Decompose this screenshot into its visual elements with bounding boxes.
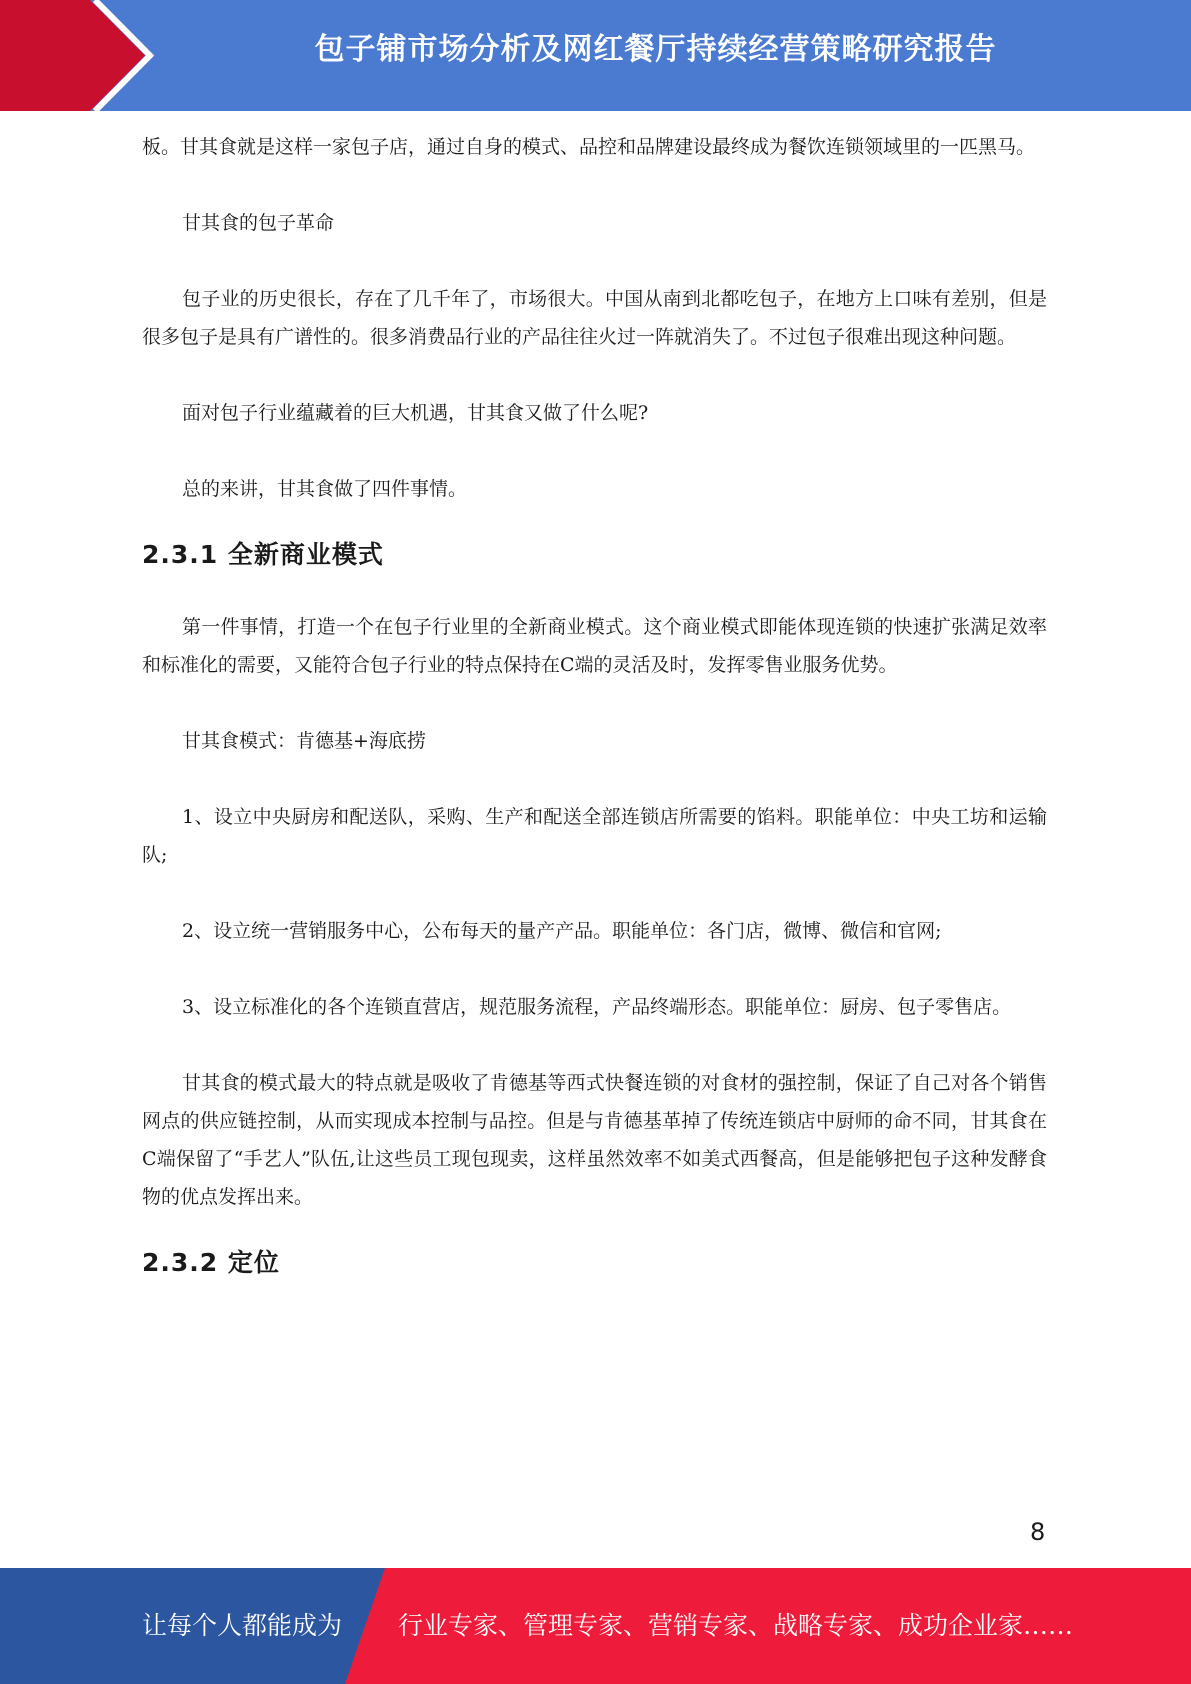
paragraph: 面对包子行业蕴藏着的巨大机遇，甘其食又做了什么呢? [182, 402, 649, 424]
page-number: 8 [1030, 1518, 1046, 1546]
subheading-paragraph: 甘其食的包子革命 [182, 212, 335, 234]
report-title: 包子铺市场分析及网红餐厅持续经营策略研究报告 [314, 32, 997, 67]
list-item: 2、设立统一营销服务中心，公布每天的量产产品。职能单位：各门店，微博、微信和官网; [182, 920, 942, 942]
paragraph: 甘其食模式：肯德基+海底捞 [182, 730, 426, 752]
header-chevron-icon [0, 0, 160, 111]
section-heading: 2.3.1 全新商业模式 [142, 540, 384, 569]
footer-slogan-right: 行业专家、管理专家、营销专家、战略专家、成功企业家…… [398, 1611, 1074, 1640]
section-heading: 2.3.2 定位 [142, 1248, 280, 1277]
list-item: 1、设立中央厨房和配送队，采购、生产和配送全部连锁店所需要的馅料。职能单位：中央工坊和运输队; [142, 806, 1047, 866]
paragraph: 第一件事情，打造一个在包子行业里的全新商业模式。这个商业模式即能体现连锁的快速扩张满足效率和标准化的需要，又能符合包子行业的特点保持在C端的灵活及时，发挥零售业服务优势。 [142, 616, 1047, 676]
paragraph: 包子业的历史很长，存在了几千年了，市场很大。中国从南到北都吃包子，在地方上口味有差别，但是很多包子是具有广谱性的。很多消费品行业的产品往往火过一阵就消失了。不过包子很难出现这种问题。 [142, 288, 1047, 348]
footer-slogan-left: 让每个人都能成为 [142, 1611, 343, 1640]
paragraph: 总的来讲，甘其食做了四件事情。 [182, 478, 468, 500]
list-item: 3、设立标准化的各个连锁直营店，规范服务流程，产品终端形态。职能单位：厨房、包子零售店。 [182, 996, 1012, 1018]
document-body [142, 128, 1047, 1320]
page-footer [0, 1568, 1191, 1684]
paragraph: 甘其食的模式最大的特点就是吸收了肯德基等西式快餐连锁的对食材的强控制，保证了自己对各个销售网点的供应链控制，从而实现成本控制与品控。但是与肯德基革掉了传统连锁店中厨师的命不同，甘其食在C端保留了“手艺人”队伍,让这些员工现包现卖，这样虽然效率不如美式西餐高，但是能够把包子这种发酵食物的优点发挥出来。 [142, 1072, 1047, 1208]
paragraph: 板。甘其食就是这样一家包子店，通过自身的模式、品控和品牌建设最终成为餐饮连锁领域里的一匹黑马。 [142, 136, 1036, 158]
page-header [0, 0, 1191, 111]
